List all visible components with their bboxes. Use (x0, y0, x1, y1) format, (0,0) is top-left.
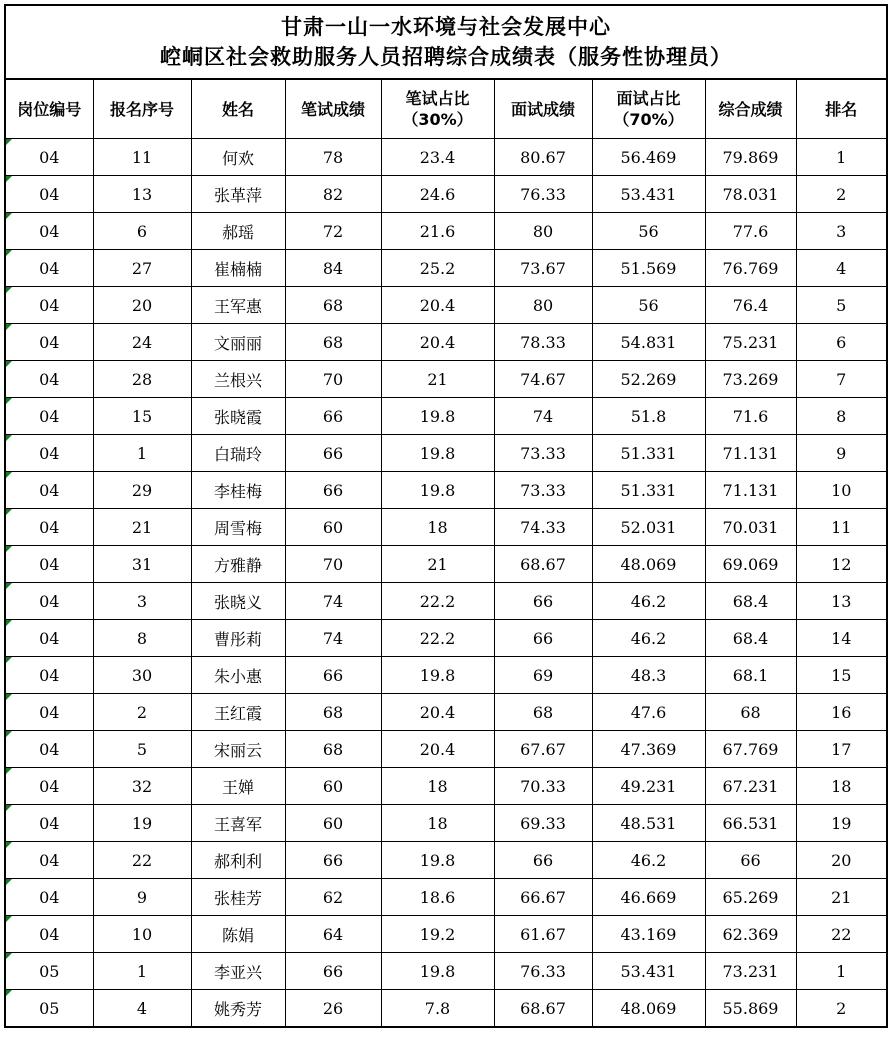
col-total-cell: 73.269 (705, 361, 796, 398)
col-name-cell: 宋丽云 (191, 731, 285, 768)
col-name-cell: 郝瑶 (191, 213, 285, 250)
col-written-ratio-cell: 20.4 (381, 731, 494, 768)
col-written-ratio-cell: 19.8 (381, 435, 494, 472)
col-rank-cell: 1 (796, 953, 886, 990)
col-interview-ratio-cell: 52.269 (592, 361, 705, 398)
col-interview-cell: 73.33 (494, 435, 592, 472)
col-name-cell: 周雪梅 (191, 509, 285, 546)
col-interview-ratio-cell: 46.669 (592, 879, 705, 916)
col-name-cell: 王红霞 (191, 694, 285, 731)
col-reg-no-cell: 1 (93, 953, 191, 990)
col-rank-cell: 13 (796, 583, 886, 620)
col-rank-header (796, 80, 886, 139)
col-post-id-cell: 04 (6, 805, 93, 842)
col-total-cell: 75.231 (705, 324, 796, 361)
col-interview-cell: 68.67 (494, 546, 592, 583)
col-total-cell: 66 (705, 842, 796, 879)
col-interview-ratio-cell: 47.6 (592, 694, 705, 731)
table-row (6, 953, 886, 990)
col-reg-no-cell: 19 (93, 805, 191, 842)
col-name-cell: 张革萍 (191, 176, 285, 213)
col-reg-no-cell: 1 (93, 435, 191, 472)
col-post-id-cell: 04 (6, 731, 93, 768)
col-post-id-cell: 04 (6, 768, 93, 805)
col-reg-no-cell: 31 (93, 546, 191, 583)
col-total-cell: 66.531 (705, 805, 796, 842)
col-written-ratio-cell: 18 (381, 509, 494, 546)
col-post-id-header (6, 80, 93, 139)
col-reg-no-cell: 13 (93, 176, 191, 213)
col-total-cell: 68 (705, 694, 796, 731)
col-total-cell: 77.6 (705, 213, 796, 250)
col-post-id-cell: 04 (6, 916, 93, 953)
col-interview-cell: 66 (494, 583, 592, 620)
col-interview-ratio-cell: 49.231 (592, 768, 705, 805)
col-rank-cell: 18 (796, 768, 886, 805)
col-total-cell: 65.269 (705, 879, 796, 916)
col-name-cell: 文丽丽 (191, 324, 285, 361)
col-rank-cell: 22 (796, 916, 886, 953)
col-interview-ratio-cell: 51.8 (592, 398, 705, 435)
col-interview-cell: 69 (494, 657, 592, 694)
col-post-id-cell: 04 (6, 842, 93, 879)
col-post-id-cell: 04 (6, 657, 93, 694)
col-interview-ratio-cell: 56.469 (592, 139, 705, 176)
col-written-ratio-cell: 21 (381, 361, 494, 398)
col-rank-cell: 3 (796, 213, 886, 250)
col-rank-cell: 15 (796, 657, 886, 694)
col-reg-no-cell: 15 (93, 398, 191, 435)
col-total-cell: 71.131 (705, 472, 796, 509)
col-name-cell: 王婵 (191, 768, 285, 805)
col-interview-ratio-cell: 48.069 (592, 546, 705, 583)
col-rank-cell: 12 (796, 546, 886, 583)
table-row (6, 250, 886, 287)
col-reg-no-cell: 27 (93, 250, 191, 287)
score-table (6, 79, 886, 1026)
col-reg-no-cell: 4 (93, 990, 191, 1027)
col-interview-header (494, 80, 592, 139)
col-written-ratio-cell: 22.2 (381, 583, 494, 620)
col-total-cell: 69.069 (705, 546, 796, 583)
col-rank-cell: 8 (796, 398, 886, 435)
col-reg-no-cell: 8 (93, 620, 191, 657)
col-interview-cell: 66 (494, 620, 592, 657)
col-interview-cell: 76.33 (494, 176, 592, 213)
col-written-cell: 64 (285, 916, 381, 953)
table-row (6, 842, 886, 879)
col-total-cell: 73.231 (705, 953, 796, 990)
col-reg-no-cell: 10 (93, 916, 191, 953)
col-interview-ratio-cell: 43.169 (592, 916, 705, 953)
col-total-cell: 71.6 (705, 398, 796, 435)
table-row (6, 435, 886, 472)
col-interview-cell: 68 (494, 694, 592, 731)
col-post-id-cell: 04 (6, 546, 93, 583)
col-total-cell: 76.4 (705, 287, 796, 324)
table-row (6, 176, 886, 213)
col-interview-ratio-cell: 46.2 (592, 620, 705, 657)
col-rank-cell: 20 (796, 842, 886, 879)
col-interview-ratio-cell: 46.2 (592, 842, 705, 879)
col-interview-cell: 61.67 (494, 916, 592, 953)
col-written-ratio-cell: 22.2 (381, 620, 494, 657)
col-written-cell: 78 (285, 139, 381, 176)
col-interview-cell: 78.33 (494, 324, 592, 361)
col-written-ratio-cell: 20.4 (381, 324, 494, 361)
table-row (6, 324, 886, 361)
col-interview-ratio-cell: 53.431 (592, 176, 705, 213)
col-interview-ratio-cell: 47.369 (592, 731, 705, 768)
col-rank-cell: 2 (796, 990, 886, 1027)
header-label: 面试成绩 (510, 99, 575, 119)
col-written-ratio-cell: 21 (381, 546, 494, 583)
col-total-cell: 68.4 (705, 620, 796, 657)
col-rank-cell: 10 (796, 472, 886, 509)
col-written-cell: 60 (285, 805, 381, 842)
col-interview-cell: 80.67 (494, 139, 592, 176)
col-written-ratio-cell: 18 (381, 768, 494, 805)
col-interview-ratio-cell: 48.3 (592, 657, 705, 694)
col-name-cell: 张晓义 (191, 583, 285, 620)
col-written-ratio-cell: 24.6 (381, 176, 494, 213)
header-label: 笔试占比 (405, 89, 470, 108)
header-sublabel: （30%） (402, 110, 473, 129)
table-row (6, 361, 886, 398)
col-interview-ratio-cell: 51.331 (592, 435, 705, 472)
col-reg-no-cell: 6 (93, 213, 191, 250)
col-interview-cell: 80 (494, 287, 592, 324)
col-rank-cell: 9 (796, 435, 886, 472)
col-written-cell: 84 (285, 250, 381, 287)
col-interview-cell: 70.33 (494, 768, 592, 805)
col-post-id-cell: 04 (6, 435, 93, 472)
col-name-cell: 张桂芳 (191, 879, 285, 916)
col-post-id-cell: 04 (6, 509, 93, 546)
col-written-cell: 60 (285, 509, 381, 546)
col-rank-cell: 11 (796, 509, 886, 546)
score-sheet (4, 4, 888, 1028)
col-written-ratio-cell: 7.8 (381, 990, 494, 1027)
col-rank-cell: 19 (796, 805, 886, 842)
col-written-cell: 70 (285, 546, 381, 583)
col-name-cell: 何欢 (191, 139, 285, 176)
col-written-ratio-cell: 19.8 (381, 398, 494, 435)
col-reg-no-cell: 21 (93, 509, 191, 546)
col-written-ratio-cell: 20.4 (381, 694, 494, 731)
col-total-cell: 71.131 (705, 435, 796, 472)
col-name-cell: 白瑞玲 (191, 435, 285, 472)
col-post-id-cell: 04 (6, 620, 93, 657)
col-written-cell: 68 (285, 287, 381, 324)
col-written-ratio-cell: 18 (381, 805, 494, 842)
col-written-ratio-cell: 25.2 (381, 250, 494, 287)
col-post-id-cell: 04 (6, 287, 93, 324)
sheet-title (6, 6, 886, 79)
col-reg-no-cell: 22 (93, 842, 191, 879)
col-interview-ratio-cell: 53.431 (592, 953, 705, 990)
col-reg-no-cell: 29 (93, 472, 191, 509)
col-name-cell: 方雅静 (191, 546, 285, 583)
col-reg-no-cell: 3 (93, 583, 191, 620)
col-written-cell: 66 (285, 953, 381, 990)
header-label: 面试占比 (616, 89, 681, 108)
col-written-cell: 66 (285, 842, 381, 879)
col-post-id-cell: 04 (6, 398, 93, 435)
col-interview-cell: 76.33 (494, 953, 592, 990)
table-body (6, 139, 886, 1027)
col-post-id-cell: 04 (6, 583, 93, 620)
col-name-cell: 陈娟 (191, 916, 285, 953)
col-written-cell: 74 (285, 583, 381, 620)
table-row (6, 694, 886, 731)
col-total-cell: 55.869 (705, 990, 796, 1027)
col-written-ratio-cell: 23.4 (381, 139, 494, 176)
table-row (6, 768, 886, 805)
col-written-header (285, 80, 381, 139)
col-rank-cell: 2 (796, 176, 886, 213)
col-rank-cell: 6 (796, 324, 886, 361)
col-name-header (191, 80, 285, 139)
col-written-ratio-cell: 19.8 (381, 953, 494, 990)
header-label: 报名序号 (109, 99, 174, 119)
table-row (6, 916, 886, 953)
col-interview-cell: 66.67 (494, 879, 592, 916)
col-written-cell: 68 (285, 694, 381, 731)
col-interview-ratio-cell: 54.831 (592, 324, 705, 361)
col-name-cell: 崔楠楠 (191, 250, 285, 287)
col-interview-cell: 73.67 (494, 250, 592, 287)
header-label: 综合成绩 (718, 99, 783, 119)
col-post-id-cell: 04 (6, 324, 93, 361)
col-name-cell: 李亚兴 (191, 953, 285, 990)
col-interview-ratio-cell: 51.331 (592, 472, 705, 509)
col-reg-no-cell: 32 (93, 768, 191, 805)
col-reg-no-cell: 2 (93, 694, 191, 731)
col-written-cell: 66 (285, 398, 381, 435)
col-written-ratio-cell: 19.8 (381, 842, 494, 879)
table-row (6, 990, 886, 1027)
table-row (6, 583, 886, 620)
col-written-cell: 68 (285, 731, 381, 768)
col-name-cell: 王喜军 (191, 805, 285, 842)
col-reg-no-cell: 11 (93, 139, 191, 176)
col-reg-no-header (93, 80, 191, 139)
col-rank-cell: 21 (796, 879, 886, 916)
col-written-cell: 66 (285, 472, 381, 509)
col-written-ratio-cell: 19.8 (381, 472, 494, 509)
col-written-ratio-cell: 19.8 (381, 657, 494, 694)
col-name-cell: 曹彤莉 (191, 620, 285, 657)
col-written-cell: 82 (285, 176, 381, 213)
col-post-id-cell: 04 (6, 694, 93, 731)
col-interview-ratio-cell: 48.069 (592, 990, 705, 1027)
col-rank-cell: 16 (796, 694, 886, 731)
col-post-id-cell: 04 (6, 176, 93, 213)
col-rank-cell: 7 (796, 361, 886, 398)
col-interview-ratio-cell: 52.031 (592, 509, 705, 546)
col-interview-cell: 74 (494, 398, 592, 435)
col-written-cell: 60 (285, 768, 381, 805)
col-written-ratio-cell: 18.6 (381, 879, 494, 916)
col-interview-cell: 73.33 (494, 472, 592, 509)
table-row (6, 731, 886, 768)
col-total-cell: 67.231 (705, 768, 796, 805)
col-total-cell: 76.769 (705, 250, 796, 287)
header-label: 排名 (825, 99, 858, 119)
col-rank-cell: 17 (796, 731, 886, 768)
col-written-ratio-cell: 21.6 (381, 213, 494, 250)
col-name-cell: 郝利利 (191, 842, 285, 879)
col-interview-ratio-header (592, 80, 705, 139)
col-interview-cell: 74.33 (494, 509, 592, 546)
col-total-cell: 67.769 (705, 731, 796, 768)
col-post-id-cell: 04 (6, 472, 93, 509)
col-name-cell: 王军惠 (191, 287, 285, 324)
col-interview-cell: 67.67 (494, 731, 592, 768)
col-rank-cell: 1 (796, 139, 886, 176)
table-row (6, 805, 886, 842)
title-line-1: 甘肃一山一水环境与社会发展中心 (281, 15, 611, 39)
header-sublabel: （70%） (613, 110, 684, 129)
table-row (6, 509, 886, 546)
col-total-cell: 78.031 (705, 176, 796, 213)
col-total-cell: 62.369 (705, 916, 796, 953)
col-written-cell: 68 (285, 324, 381, 361)
col-written-cell: 62 (285, 879, 381, 916)
header-label: 岗位编号 (17, 99, 82, 119)
col-written-cell: 66 (285, 435, 381, 472)
col-reg-no-cell: 28 (93, 361, 191, 398)
col-written-cell: 74 (285, 620, 381, 657)
col-reg-no-cell: 24 (93, 324, 191, 361)
col-total-cell: 79.869 (705, 139, 796, 176)
header-label: 姓名 (221, 99, 254, 119)
col-total-cell: 68.4 (705, 583, 796, 620)
col-rank-cell: 4 (796, 250, 886, 287)
col-name-cell: 朱小惠 (191, 657, 285, 694)
col-post-id-cell: 04 (6, 250, 93, 287)
col-name-cell: 姚秀芳 (191, 990, 285, 1027)
col-post-id-cell: 04 (6, 213, 93, 250)
table-row (6, 139, 886, 176)
col-post-id-cell: 04 (6, 139, 93, 176)
col-reg-no-cell: 30 (93, 657, 191, 694)
col-interview-cell: 66 (494, 842, 592, 879)
table-row (6, 398, 886, 435)
col-total-header (705, 80, 796, 139)
col-written-cell: 70 (285, 361, 381, 398)
col-reg-no-cell: 9 (93, 879, 191, 916)
col-interview-cell: 74.67 (494, 361, 592, 398)
table-row (6, 546, 886, 583)
col-post-id-cell: 04 (6, 361, 93, 398)
header-row (6, 80, 886, 139)
table-row (6, 657, 886, 694)
col-written-ratio-cell: 19.2 (381, 916, 494, 953)
col-reg-no-cell: 5 (93, 731, 191, 768)
col-written-cell: 72 (285, 213, 381, 250)
col-post-id-cell: 05 (6, 990, 93, 1027)
col-interview-ratio-cell: 48.531 (592, 805, 705, 842)
table-row (6, 620, 886, 657)
col-written-cell: 66 (285, 657, 381, 694)
col-rank-cell: 14 (796, 620, 886, 657)
table-row (6, 472, 886, 509)
title-line-2: 崆峒区社会救助服务人员招聘综合成绩表（服务性协理员） (160, 45, 732, 69)
col-interview-ratio-cell: 56 (592, 213, 705, 250)
col-name-cell: 兰根兴 (191, 361, 285, 398)
col-interview-cell: 69.33 (494, 805, 592, 842)
col-interview-cell: 68.67 (494, 990, 592, 1027)
col-written-ratio-header (381, 80, 494, 139)
col-post-id-cell: 04 (6, 879, 93, 916)
col-interview-cell: 80 (494, 213, 592, 250)
col-interview-ratio-cell: 46.2 (592, 583, 705, 620)
col-written-ratio-cell: 20.4 (381, 287, 494, 324)
col-total-cell: 70.031 (705, 509, 796, 546)
col-interview-ratio-cell: 51.569 (592, 250, 705, 287)
col-name-cell: 李桂梅 (191, 472, 285, 509)
table-row (6, 287, 886, 324)
col-total-cell: 68.1 (705, 657, 796, 694)
col-rank-cell: 5 (796, 287, 886, 324)
header-label: 笔试成绩 (300, 99, 365, 119)
col-post-id-cell: 05 (6, 953, 93, 990)
col-written-cell: 26 (285, 990, 381, 1027)
col-name-cell: 张晓霞 (191, 398, 285, 435)
table-row (6, 213, 886, 250)
col-reg-no-cell: 20 (93, 287, 191, 324)
table-row (6, 879, 886, 916)
col-interview-ratio-cell: 56 (592, 287, 705, 324)
